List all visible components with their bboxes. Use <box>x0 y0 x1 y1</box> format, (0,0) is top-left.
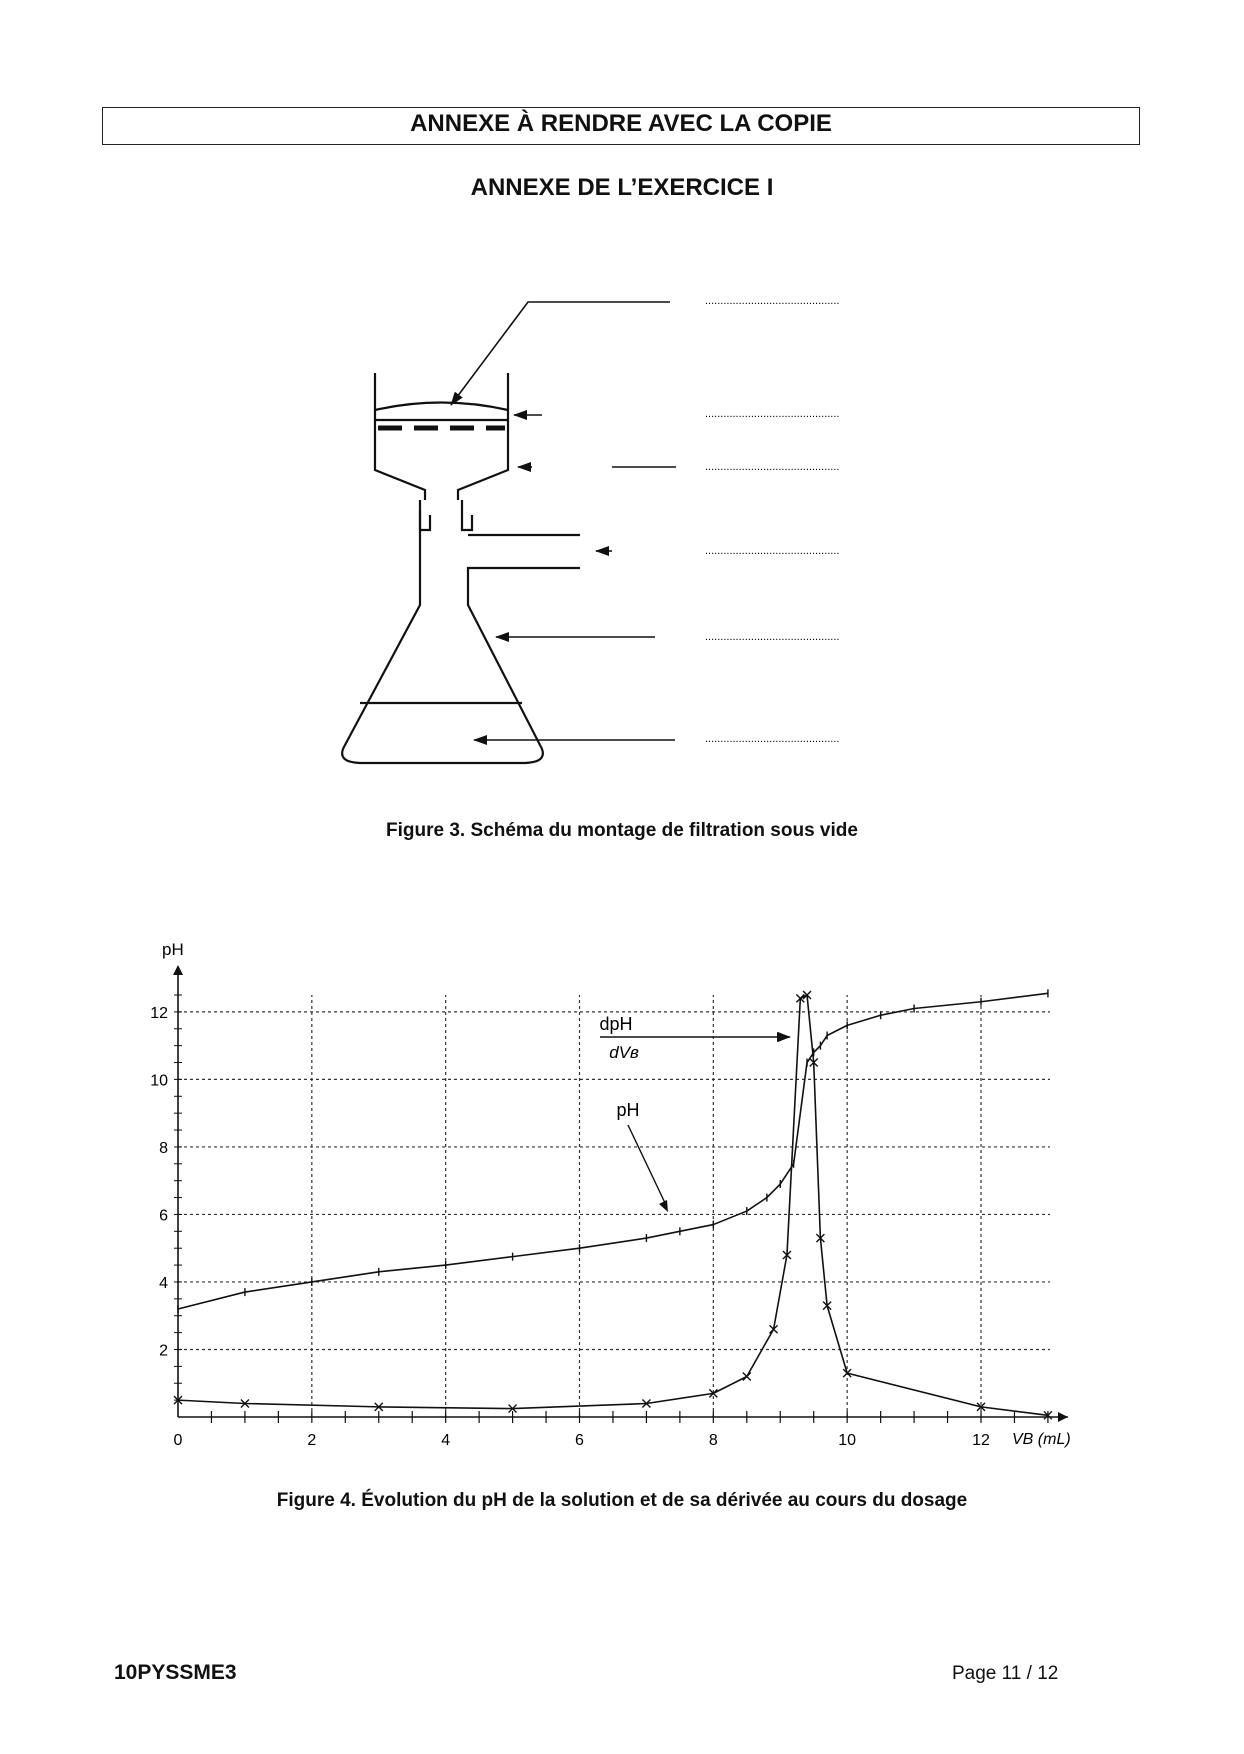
y-tick-label: 12 <box>150 1004 168 1022</box>
y-tick-label: 4 <box>159 1274 168 1292</box>
answer-lines <box>705 295 839 745</box>
answer-line: ............................................ <box>705 295 840 307</box>
exercise-subtitle: ANNEXE DE L’EXERCICE I <box>470 174 774 201</box>
y-axis-label: pH <box>162 940 184 959</box>
y-tick-label: 10 <box>150 1072 168 1090</box>
y-axis-arrow <box>173 965 183 975</box>
answer-line: ............................................ <box>705 408 840 420</box>
x-tick-label: 4 <box>441 1432 451 1449</box>
x-tick-label: 8 <box>708 1432 718 1449</box>
x-tick-label: 2 <box>307 1432 317 1449</box>
figure4-caption: Figure 4. Évolution du pH de la solution et de sa dérivée au cours du dosage <box>276 1490 968 1511</box>
figure3-caption: Figure 3. Schéma du montage de filtration sous vide <box>386 820 858 841</box>
document-code: 10PYSSME3 <box>114 1661 237 1684</box>
annotation-arrowhead <box>659 1200 668 1212</box>
page-number: Page 11 / 12 <box>952 1663 1059 1684</box>
data-point <box>743 1372 751 1380</box>
y-tick-label: 8 <box>159 1139 168 1157</box>
label-arrows <box>451 302 676 740</box>
y-tick-label: 2 <box>159 1342 168 1360</box>
answer-line: ............................................ <box>705 545 840 557</box>
x-tick-label: 12 <box>972 1432 990 1449</box>
x-tick-label: 0 <box>173 1432 183 1449</box>
annotation-arrow <box>628 1125 666 1205</box>
y-tick-label: 6 <box>159 1207 168 1225</box>
annotation-dph: dpH <box>599 1014 633 1034</box>
annotation-dvb: dVʙ <box>609 1043 639 1062</box>
vacuum-flask <box>342 500 580 763</box>
annotation-ph: pH <box>616 1100 640 1120</box>
answer-line: ............................................ <box>705 631 840 643</box>
header-title: ANNEXE À RENDRE AVEC LA COPIE <box>410 110 832 137</box>
annotation-arrowhead <box>778 1032 790 1042</box>
x-tick-label: 10 <box>838 1432 857 1449</box>
x-axis-arrow <box>1058 1412 1068 1422</box>
figure4-chart <box>0 940 1244 1460</box>
chart-annotations <box>599 1014 790 1212</box>
buchner-funnel <box>375 373 508 500</box>
figure3-diagram <box>0 0 1244 820</box>
answer-line: ............................................ <box>705 733 840 745</box>
series-line <box>178 993 1048 1309</box>
x-tick-label: 6 <box>575 1432 584 1449</box>
answer-line: ............................................ <box>705 461 840 473</box>
x-axis-label: VB (mL) <box>1012 1431 1071 1448</box>
